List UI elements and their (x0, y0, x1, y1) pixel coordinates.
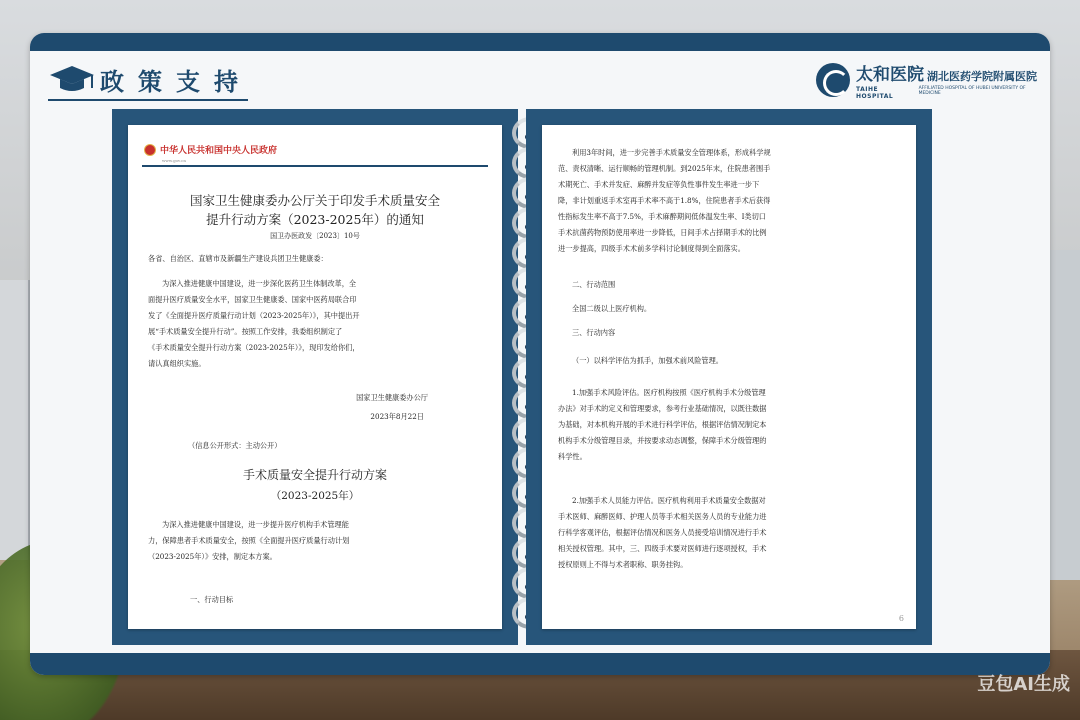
background-shelf-left (0, 280, 30, 560)
header-divider (142, 165, 488, 167)
goals-paragraph (558, 145, 906, 257)
document-title (128, 191, 502, 229)
slide-top-bar (30, 33, 1050, 51)
paragraph-line: 为深入推进健康中国建设，进一步深化医药卫生体制改革，全 (162, 279, 357, 288)
left-document-page (128, 125, 502, 629)
paragraph-line: 范、责权清晰、运行顺畅的管理机制。到2025年末，住院患者围手 (558, 164, 771, 173)
hospital-affiliation: 湖北医药学院附属医院 (927, 70, 1037, 83)
paragraph-line: 降，非计划重返手术室再手术率不高于1.8%，住院患者手术后获得 (558, 196, 771, 205)
gov-site-name: 中华人民共和国中央人民政府 (160, 146, 278, 156)
graduation-cap-icon (48, 64, 96, 94)
paragraph-line: 手术医师、麻醉医师、护理人员等手术相关医务人员的专业能力进 (558, 512, 767, 521)
paragraph-line: 科学性。 (558, 452, 587, 461)
left-page-panel (112, 109, 518, 645)
right-page-panel (526, 109, 932, 645)
paragraph-line: 机构手术分级管理目录，并按要求动态调整，保障手术分级管理的 (558, 436, 767, 445)
paragraph-line: 请认真组织实施。 (148, 359, 206, 368)
slide (30, 33, 1050, 675)
right-document-page (542, 125, 916, 629)
hospital-logo (816, 60, 1038, 100)
background-shelf-right (1048, 250, 1080, 580)
paragraph-line: 相关授权管理。其中，三、四级手术要对医师进行逐项授权，手术 (558, 544, 767, 553)
paragraph-line: 术期死亡、手术并发症、麻醉并发症等负性事件发生率进一步下 (558, 180, 760, 189)
paragraph-line: 进一步提高，四级手术术前多学科讨论制度得到全面落实。 (558, 244, 745, 253)
national-emblem-icon (144, 144, 156, 156)
slide-heading (48, 61, 252, 97)
paragraph-line: 展“手术质量安全提升行动”。按照工作安排，我委组织制定了 (148, 327, 343, 336)
section-heading-content: 三、行动内容 (572, 328, 616, 337)
paragraph-line: 性指标发生率不高于7.5%，手术麻醉期间低体温发生率、I类切口 (558, 212, 766, 221)
paragraph-line: 行科学客观评估，根据评估情况和医务人员接受培训情况进行手术 (558, 528, 767, 537)
document-title-line: 国家卫生健康委办公厅关于印发手术质量安全 (189, 193, 440, 208)
paragraph-line: 为深入推进健康中国建设，进一步提升医疗机构手术管理能 (162, 520, 349, 529)
salutation: 各省、自治区、直辖市及新疆生产建设兵团卫生健康委： (148, 254, 328, 263)
section-heading-scope: 二、行动范围 (572, 280, 616, 289)
section-heading-goals: 一、行动目标 (190, 595, 234, 604)
gov-url: www.gov.cn (162, 158, 186, 163)
plan-intro-paragraph (148, 517, 488, 565)
paragraph-line: 面提升医疗质量安全水平，国家卫生健康委、国家中医药局联合印 (148, 295, 357, 304)
document-title-line: 提升行动方案（2023-2025年）的通知 (206, 212, 424, 227)
subsection-heading: （一）以科学评估为抓手，加强术前风险管理。 (572, 356, 723, 365)
paragraph-line: 力，保障患者手术质量安全，按照《全面提升医疗质量行动计划 (148, 536, 350, 545)
gov-header (144, 143, 277, 156)
paragraph-line: 1.加强手术风险评估。医疗机构按照《医疗机构手术分级管理 (572, 388, 766, 397)
paragraph-line: 授权原则上不得与术者职称、职务挂钩。 (558, 560, 688, 569)
hospital-name-en: TAIHE HOSPITAL (856, 86, 894, 100)
signing-date: 2023年8月22日 (370, 412, 424, 421)
paragraph-line: 手术抗菌药物预防使用率进一步降低，日间手术占择期手术的比例 (558, 228, 767, 237)
hospital-emblem-icon (816, 63, 850, 97)
plan-years: （2023-2025年） (270, 490, 360, 502)
paragraph-line: 2.加强手术人员能力评估。医疗机构利用手术质量安全数据对 (572, 496, 766, 505)
paragraph-line: 利用3年时间，进一步完善手术质量安全管理体系，形成科学规 (572, 148, 771, 157)
ai-watermark: 豆包AI生成 (977, 674, 1070, 695)
title-underline (48, 99, 248, 101)
slide-bottom-bar (30, 653, 1050, 675)
notice-paragraph (148, 276, 488, 372)
item-1-paragraph (558, 385, 906, 465)
item-2-paragraph (558, 493, 906, 573)
hospital-affiliation-en: AFFILIATED HOSPITAL OF HUBEI UNIVERSITY OF MEDICINE (918, 86, 1026, 96)
scope-text: 全国二级以上医疗机构。 (572, 304, 652, 313)
page-title: 政策支持 (100, 67, 252, 96)
page-number: 6 (898, 614, 904, 623)
paragraph-line: 《手术质量安全提升行动方案（2023-2025年）》，现印发给你们， (148, 343, 360, 352)
document-number: 国卫办医政发〔2023〕10号 (270, 232, 360, 240)
paragraph-line: 为基础，对本机构开展的手术进行科学评估，根据评估情况制定本 (558, 420, 767, 429)
disclosure-form: （信息公开形式：主动公开） (188, 441, 282, 450)
hospital-name: 太和医院 (856, 65, 924, 85)
paragraph-line: 发了《全面提升医疗质量行动计划（2023-2025年）》，其中提出开 (148, 311, 360, 320)
paragraph-line: （2023-2025年）》安排，制定本方案。 (148, 552, 277, 561)
signing-org: 国家卫生健康委办公厅 (356, 393, 428, 402)
plan-title: 手术质量安全提升行动方案 (242, 468, 387, 482)
paragraph-line: 办法》对手术的定义和管理要求，参考行业基础情况，以既往数据 (558, 404, 767, 413)
